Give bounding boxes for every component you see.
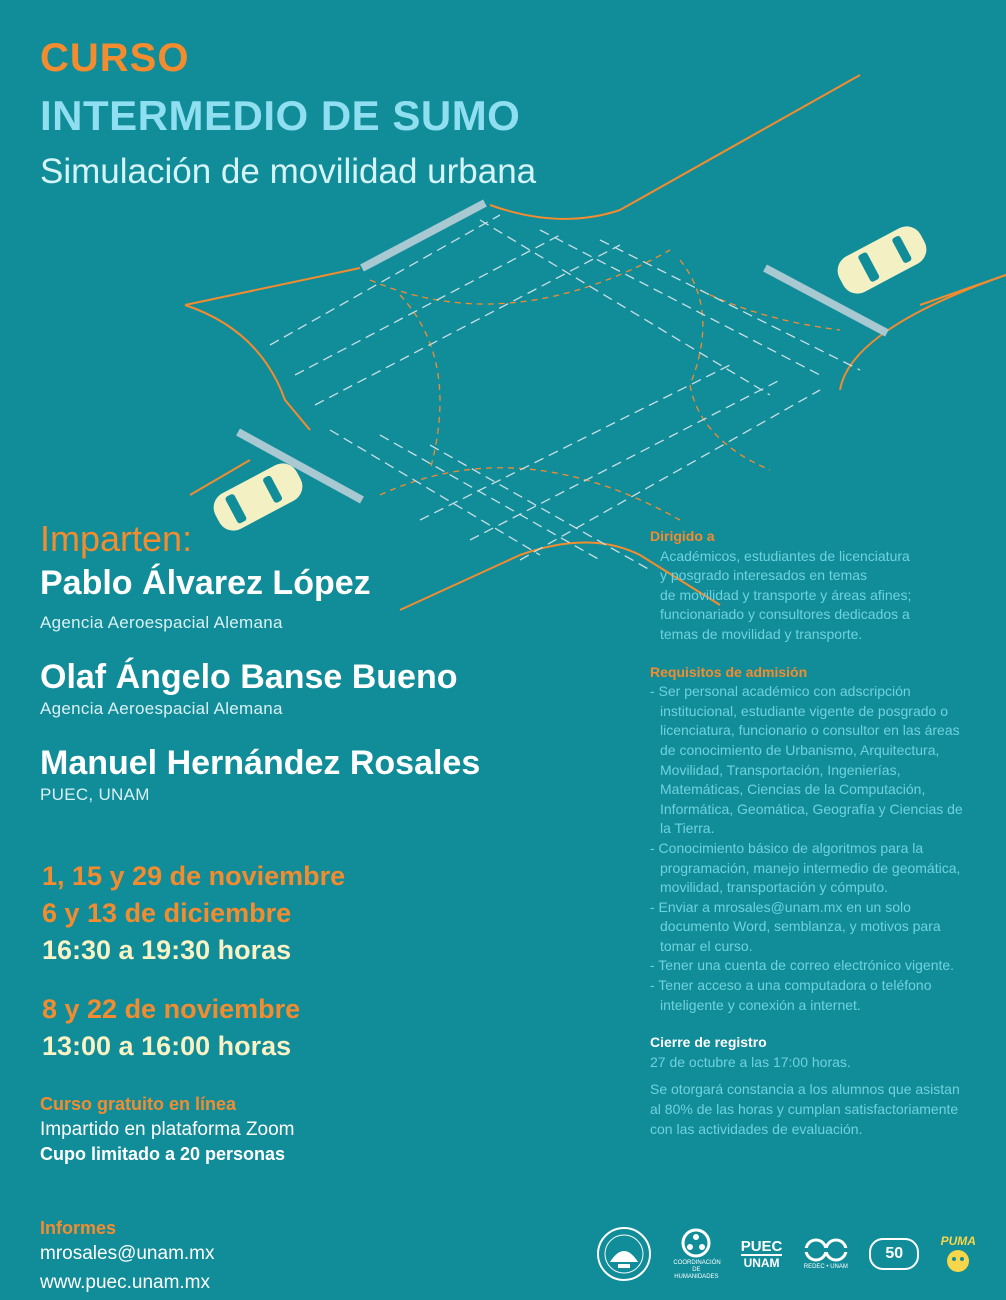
- audience-line: temas de movilidad y transporte.: [660, 625, 863, 642]
- audience-section: [650, 527, 970, 645]
- schedule-time-1: 16:30 a 19:30 horas: [42, 935, 292, 965]
- instructor-2: [40, 658, 458, 719]
- aniversario-text: 50: [869, 1238, 919, 1270]
- requirement-item: - Tener acceso a una computadora o teléfono inteligente y conexión a internet.: [650, 977, 932, 1013]
- crosswalk-bars: [238, 203, 887, 500]
- instructor-affiliation: Agencia Aeroespacial Alemana: [40, 699, 283, 718]
- course-title: INTERMEDIO DE SUMO: [40, 92, 521, 139]
- redec-caption: REDEC • UNAM: [803, 1263, 848, 1270]
- schedule-dates-1a: 1, 15 y 29 de noviembre: [42, 861, 346, 891]
- contact-email[interactable]: mrosales@unam.mx: [40, 1243, 215, 1264]
- registration-section: [650, 1033, 970, 1139]
- contact-block: [40, 1216, 215, 1295]
- instructors-heading: Imparten:: [40, 518, 193, 559]
- audience-line: funcionariado y consultores dedicados a: [660, 606, 910, 623]
- capacity-label: Cupo limitado a 20 personas: [40, 1144, 286, 1164]
- platform-label: Impartido en plataforma Zoom: [40, 1119, 295, 1140]
- course-info: [40, 1092, 295, 1167]
- registration-deadline: 27 de octubre a las 17:00 horas.: [650, 1053, 851, 1070]
- car-bottom-left: [208, 458, 308, 537]
- instructor-name: Pablo Álvarez López: [40, 564, 371, 602]
- puec-logo: [741, 1239, 783, 1270]
- puma-text: PUMA: [940, 1234, 976, 1248]
- course-subtitle: Simulación de movilidad urbana: [40, 152, 537, 191]
- instructor-affiliation: Agencia Aeroespacial Alemana: [40, 613, 283, 632]
- audience-line: Académicos, estudiantes de licenciatura: [660, 547, 910, 564]
- requirements-section: [650, 663, 970, 1016]
- schedule: [42, 858, 345, 1065]
- instructor-1: [40, 564, 371, 633]
- requirement-item: - Enviar a mrosales@unam.mx en un solo documento Word, semblanza, y motivos para tomar el curso.: [650, 898, 941, 954]
- instructor-name: Manuel Hernández Rosales: [40, 744, 481, 782]
- instructor-affiliation: PUEC, UNAM: [40, 785, 150, 804]
- requirement-item: - Conocimiento básico de algoritmos para la programación, manejo intermedio de geomática, movilidad, transportación y cómputo.: [650, 839, 961, 896]
- aniversario-logo: [869, 1238, 919, 1270]
- requirement-item: - Ser personal académico con adscripción institucional, estudiante vigente de posgrado o licenciatura, funcionario o consultor en las áreas de conocimiento de Urbanismo, Arquitectura, Movilidad, Transportación, Ingenierías, Matemáticas, Ciencias de la Computación, Informática, Geomática, Geografía y Ciencias de la Tierra.: [650, 683, 963, 837]
- schedule-dates-1b: 6 y 13 de diciembre: [42, 898, 292, 928]
- contact-heading: Informes: [40, 1218, 117, 1238]
- puec-sub: UNAM: [743, 1255, 780, 1270]
- requirements-heading: Requisitos de admisión: [650, 663, 808, 680]
- schedule-time-2: 13:00 a 16:00 horas: [42, 1031, 292, 1061]
- certificate-note: Se otorgará constancia a los alumnos que asistan al 80% de las horas y cumplan satisfactoriamente con las actividades de evaluación.: [650, 1081, 960, 1137]
- coordinacion-caption: COORDINACIÓN DE HUMANIDADES: [673, 1259, 721, 1280]
- details-column: [650, 527, 970, 1157]
- redec-logo: [804, 1238, 848, 1271]
- coordinacion-humanidades-logo: [673, 1228, 719, 1281]
- audience-heading: Dirigido a: [650, 528, 715, 544]
- requirement-item: - Tener una cuenta de correo electrónico vigente.: [650, 957, 955, 974]
- instructor-name: Olaf Ángelo Banse Bueno: [40, 658, 458, 696]
- audience-line: y posgrado interesados en temas: [660, 567, 868, 584]
- sponsor-logos: [596, 1226, 976, 1282]
- puma-logo: [941, 1234, 976, 1274]
- puec-text: PUEC: [740, 1237, 783, 1255]
- audience-line: de movilidad y transporte y áreas afines;: [660, 586, 912, 603]
- registration-heading: Cierre de registro: [650, 1034, 767, 1051]
- contact-website[interactable]: www.puec.unam.mx: [40, 1272, 211, 1293]
- course-kicker: CURSO: [40, 36, 190, 80]
- car-top-right: [832, 221, 932, 300]
- schedule-dates-2: 8 y 22 de noviembre: [42, 994, 301, 1024]
- unam-seal-logo: [596, 1226, 652, 1282]
- free-course-label: Curso gratuito en línea: [40, 1094, 237, 1114]
- instructor-3: [40, 744, 480, 805]
